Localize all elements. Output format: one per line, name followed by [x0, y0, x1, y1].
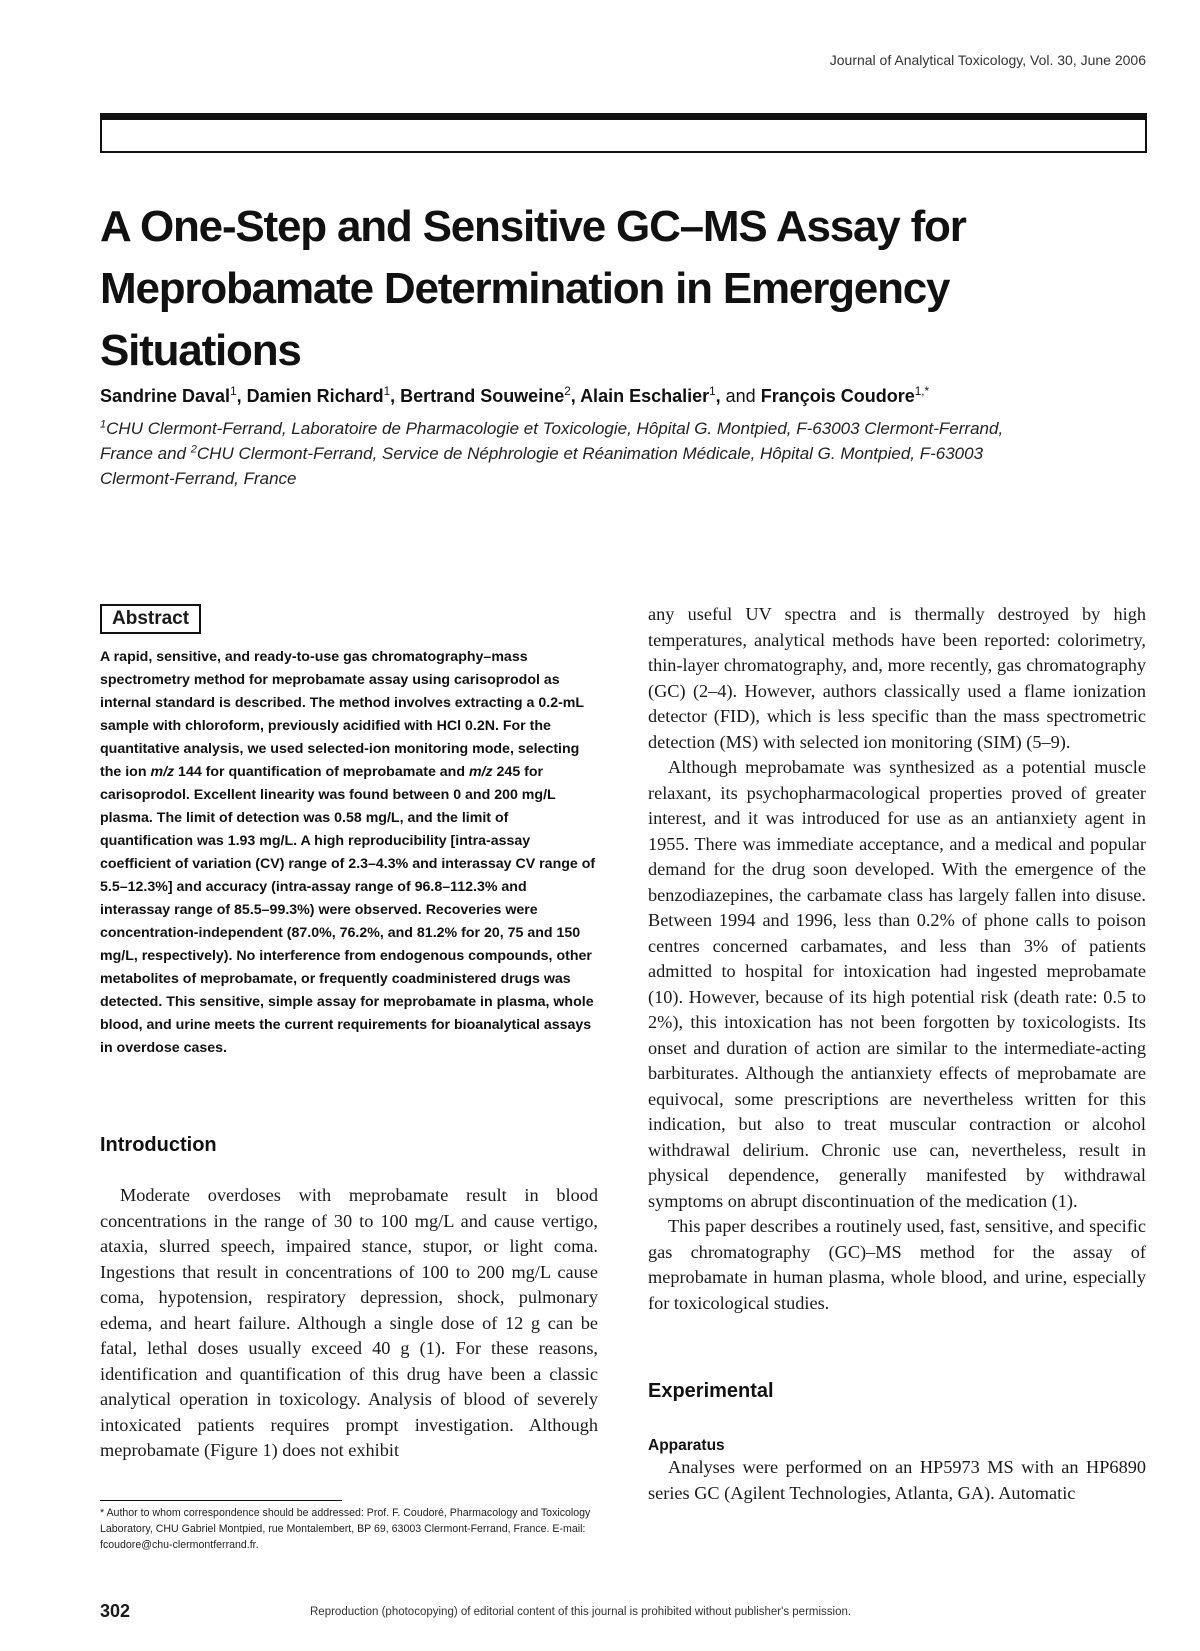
- affiliation-text: France and: [100, 444, 191, 463]
- affiliation-text: CHU Clermont-Ferrand, Laboratoire de Pharmacologie et Toxicologie, Hôpital G. Montpied, F-63003 Clermont-Ferrand,: [106, 419, 1004, 438]
- introduction-heading: Introduction: [100, 1134, 217, 1156]
- introduction-paragraph-3: This paper describes a routinely used, fast, sensitive, and specific gas chromatography (GC)–MS method for the assay of meprobamate in human plasma, whole blood, and urine, especially for toxicological studies.: [648, 1216, 1146, 1313]
- affiliation-text: CHU Clermont-Ferrand, Service de Néphrologie et Réanimation Médicale, Hôpital G. Montpied, F-63003: [196, 444, 984, 463]
- abstract-text: A rapid, sensitive, and ready-to-use gas chromatography–mass spectrometry method for meprobamate assay using carisoprodol as internal standard is described. The method involves extracting a 0.2-mL sample with chloroform, previously acidified with HCl 0.2N. For the quantitative analysis, we used selected-ion monitoring mode, selecting the ion m/z 144 for quantification of meprobamate and m/z 245 for carisoprodol. Excellent linearity was found between 0 and 200 mg/L plasma. The limit of detection was 0.58 mg/L, and the limit of quantification was 1.93 mg/L. A high reproducibility [intra-assay coefficient of variation (CV) range of 2.3–4.3% and interassay CV range of 5.5–12.3%] and accuracy (intra-assay range of 96.8–112.3% and interassay range of 85.5–99.3%) were observed. Recoveries were concentration-independent (87.0%, 76.2%, and 81.2% for 20, 75 and 150 mg/L, respectively). No interference from endogenous compounds, other metabolites of meprobamate, or frequently coadministered drugs was detected. This sensitive, simple assay for meprobamate in plasma, whole blood, and urine meets the current requirements for bioanalytical assays in overdose cases.: [100, 649, 596, 1056]
- author-name: Alain Eschalier: [580, 386, 710, 406]
- header-rule-box: [100, 113, 1147, 153]
- title-line-1: A One-Step and Sensitive GC–MS Assay for: [100, 202, 966, 251]
- apparatus-heading: Apparatus: [648, 1437, 725, 1454]
- author-name: François Coudore: [760, 386, 915, 406]
- author-affiliation-mark: 2: [564, 384, 571, 398]
- footnote-marker: *: [100, 1507, 105, 1519]
- page-number: 302: [100, 1601, 131, 1621]
- author-affiliation-mark: 1,*: [914, 384, 930, 398]
- journal-header: Journal of Analytical Toxicology, Vol. 30, June 2006: [829, 52, 1146, 68]
- introduction-paragraph-2: Although meprobamate was synthesized as a potential muscle relaxant, its psychopharmacological properties proved of greater interest, and it was introduced for use as an antianxiety agent in 1955. There was immediate acceptance, and a medical and popular demand for the drug soon developed. With the emergence of the benzodiazepines, the carbamate class has largely fallen into disuse. Between 1994 and 1996, less than 0.2% of phone calls to poison centres concerned carbamates, and less than 3% of patients admitted to hospital for intoxication had ingested meprobamate (10). However, because of its high potential risk (death rate: 0.5 to 2%), this intoxication has not been forgotten by toxicologists. Its onset and duration of action are similar to the intermediate-acting barbiturates. Although the antianxiety effects of meprobamate are equivocal, some prescriptions are nevertheless written for this indication, but also to treat muscular contraction or alcohol withdrawal delirium. Chronic use can, nevertheless, result in physical dependence, generally manifested by withdrawal symptoms on abrupt discontinuation of the medication (1).: [648, 757, 1146, 1211]
- author-name: Sandrine Daval: [100, 386, 231, 406]
- introduction-paragraph-1: Moderate overdoses with meprobamate result in blood concentrations in the range of 30 to 100 mg/L and cause vertigo, ataxia, slurred speech, impaired stance, stupor, or light coma. Ingestions that result in concentrations of 100 to 200 mg/L cause coma, hypotension, respiratory depression, shock, pulmonary edema, and heart failure. Although a single dose of 12 g can be fatal, lethal doses usually exceed 40 g (1). For these reasons, identification and quantification of this drug have been a classic analytical operation in toxicology. Analysis of blood of severely intoxicated patients requires prompt investigation. Although meprobamate (Figure 1) does not exhibit: [100, 1185, 598, 1460]
- affiliations: [100, 416, 1100, 491]
- abstract-heading: Abstract: [100, 604, 201, 634]
- author-affiliation-mark: 1: [383, 384, 391, 398]
- author-affiliation-mark: 1: [709, 384, 716, 398]
- left-column: [100, 604, 598, 1464]
- footnote-text: Author to whom correspondence should be addressed: Prof. F. Coudoré, Pharmacology and Toxicology Laboratory, CHU Gabriel Montpied, rue Montalembert, BP 69, 63003 Clermont-Ferrand, France. E-mail: fcoudore@chu-clermontferrand.fr.: [100, 1507, 591, 1551]
- affiliation-text: Clermont-Ferrand, France: [100, 469, 297, 488]
- article-title: [100, 196, 1140, 382]
- affiliation-mark: 2: [190, 443, 197, 456]
- experimental-heading: Experimental: [648, 1380, 774, 1402]
- affiliation-mark: 1: [100, 418, 107, 431]
- author-list: Sandrine Daval$^1$, Damien Richard$^1$, Bertrand Souweine$^2$, Alain Eschalier$^1$, and François Coudore$^{1,*}$: [100, 384, 930, 406]
- author-conjunction: and: [725, 386, 756, 406]
- correspondence-footnote: [100, 1505, 598, 1553]
- copyright-notice: Reproduction (photocopying) of editorial content of this journal is prohibited without publisher's permission.: [310, 1606, 852, 1618]
- author-name: Damien Richard: [246, 386, 384, 406]
- author-name: Bertrand Souweine: [400, 386, 565, 406]
- footnote-rule: [100, 1500, 342, 1501]
- introduction-paragraph-1-continued: any useful UV spectra and is thermally destroyed by high temperatures, analytical methods have been reported: colorimetry, thin-layer chromatography, and, more recently, gas chromatography (GC) (2–4). However, authors classically used a flame ionization detector (FID), which is less specific than the mass spectrometric detection (MS) with selected ion monitoring (SIM) (5–9).: [648, 604, 1146, 752]
- right-column: [648, 602, 1146, 1506]
- author-affiliation-mark: 1: [230, 384, 237, 398]
- apparatus-text: Analyses were performed on an HP5973 MS with an HP6890 series GC (Agilent Technologies, Atlanta, GA). Automatic: [648, 1457, 1146, 1503]
- title-line-2: Meprobamate Determination in Emergency Situations: [100, 264, 950, 375]
